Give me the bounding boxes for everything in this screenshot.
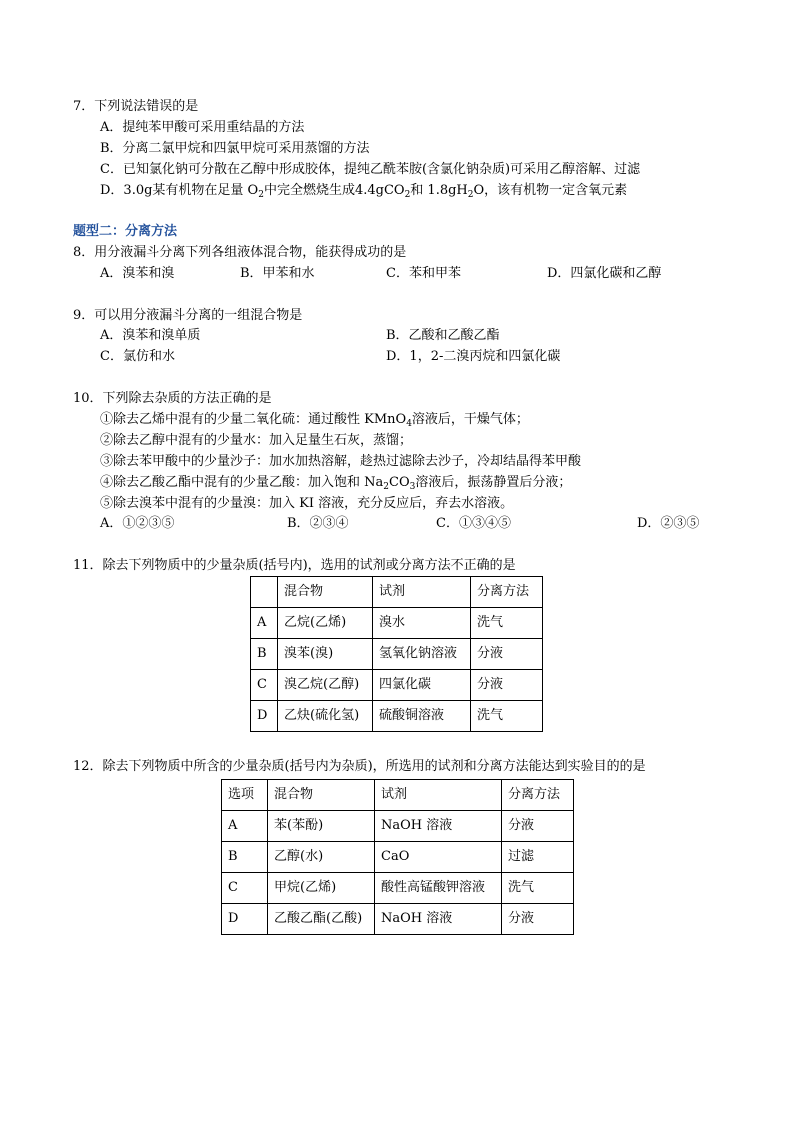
table-header-row xyxy=(251,577,543,608)
table-cell: CaO xyxy=(375,842,502,873)
header-cell: 试剂 xyxy=(373,577,471,608)
table-cell: 乙酸乙酯(乙酸) xyxy=(268,904,375,935)
q7-option-d: D．3.0g某有机物在足量 $O_2$中完全燃烧生成4.4gCO$_2$和 $1.8gH_2O$，该有机物一定含氧元素 xyxy=(100,183,628,200)
table-cell: 甲烷(乙烯) xyxy=(268,873,375,904)
table-cell: 分液 xyxy=(502,811,574,842)
table-cell: C xyxy=(222,873,268,904)
table-cell: 分液 xyxy=(471,639,543,670)
q11-table xyxy=(250,576,543,732)
table-cell: 洗气 xyxy=(502,873,574,904)
q11-stem: 11．除去下列物质中的少量杂质(括号内)，选用的试剂或分离方法不正确的是 xyxy=(73,558,516,573)
table-cell: 过滤 xyxy=(502,842,574,873)
header-cell: 分离方法 xyxy=(502,780,574,811)
table-cell: NaOH 溶液 xyxy=(375,904,502,935)
table-header-row xyxy=(222,780,574,811)
q10-option-d: D．②③⑤ xyxy=(637,516,700,531)
table-cell: 溴水 xyxy=(373,608,471,639)
q8-option-a: A．溴苯和溴 xyxy=(100,266,175,281)
q9-option-d: D．1，2-二溴丙烷和四氯化碳 xyxy=(386,349,561,364)
q8-stem: 8．用分液漏斗分离下列各组液体混合物，能获得成功的是 xyxy=(73,245,407,260)
q7-option-a: A．提纯苯甲酸可采用重结晶的方法 xyxy=(100,120,305,135)
q10-option-c: C．①③④⑤ xyxy=(436,516,511,531)
q10-item-1: ①除去乙烯中混有的少量二氧化硫：通过酸性 KMnO$_4$溶液后，干燥气体； xyxy=(100,412,529,429)
q12-table xyxy=(221,779,574,935)
table-cell: D xyxy=(251,701,278,732)
header-cell: 选项 xyxy=(222,780,268,811)
table-cell: C xyxy=(251,670,278,701)
table-row xyxy=(222,811,574,842)
table-row xyxy=(222,842,574,873)
table-cell: 分液 xyxy=(502,904,574,935)
table-cell: 四氯化碳 xyxy=(373,670,471,701)
table-cell: B xyxy=(222,842,268,873)
table-cell: 洗气 xyxy=(471,608,543,639)
header-cell xyxy=(251,577,278,608)
table-row xyxy=(251,701,543,732)
q8-option-c: C．苯和甲苯 xyxy=(386,266,461,281)
q10-item-3: ③除去苯甲酸中的少量沙子：加水加热溶解，趁热过滤除去沙子，冷却结晶得苯甲酸 xyxy=(100,454,582,469)
q7-option-c: C．已知氯化钠可分散在乙醇中形成胶体，提纯乙酰苯胺(含氯化钠杂质)可采用乙醇溶解、过滤 xyxy=(100,162,641,177)
header-cell: 混合物 xyxy=(278,577,373,608)
q10-item-2: ②除去乙醇中混有的少量水：加入足量生石灰，蒸馏； xyxy=(100,433,413,448)
q8-option-b: B．甲苯和水 xyxy=(240,266,315,281)
table-cell: 氢氧化钠溶液 xyxy=(373,639,471,670)
q9-option-a: A．溴苯和溴单质 xyxy=(100,328,201,343)
q10-item-5: ⑤除去溴苯中混有的少量溴：加入 KI 溶液，充分反应后，弃去水溶液。 xyxy=(100,496,514,511)
q9-option-b: B．乙酸和乙酸乙酯 xyxy=(386,328,500,343)
table-cell: 乙醇(水) xyxy=(268,842,375,873)
q7-stem: 7．下列说法错误的是 xyxy=(73,99,199,114)
q9-option-c: C．氯仿和水 xyxy=(100,349,175,364)
q10-option-b: B．②③④ xyxy=(287,516,349,531)
q9-stem: 9．可以用分液漏斗分离的一组混合物是 xyxy=(73,308,303,323)
table-cell: D xyxy=(222,904,268,935)
table-cell: A xyxy=(251,608,278,639)
table-cell: 乙炔(硫化氢) xyxy=(278,701,373,732)
table-row xyxy=(251,608,543,639)
q7-option-b: B．分离二氯甲烷和四氯甲烷可采用蒸馏的方法 xyxy=(100,141,370,156)
header-cell: 混合物 xyxy=(268,780,375,811)
table-cell: 乙烷(乙烯) xyxy=(278,608,373,639)
table-cell: NaOH 溶液 xyxy=(375,811,502,842)
q10-stem: 10．下列除去杂质的方法正确的是 xyxy=(73,391,272,406)
table-cell: 苯(苯酚) xyxy=(268,811,375,842)
table-cell: 酸性高锰酸钾溶液 xyxy=(375,873,502,904)
table-row xyxy=(251,670,543,701)
table-row xyxy=(251,639,543,670)
q10-option-a: A．①②③⑤ xyxy=(100,516,175,531)
table-cell: 分液 xyxy=(471,670,543,701)
header-cell: 试剂 xyxy=(375,780,502,811)
table-cell: 洗气 xyxy=(471,701,543,732)
q10-item-4: ④除去乙酸乙酯中混有的少量乙酸：加入饱和 $Na_2CO_3$溶液后，振荡静置后分液； xyxy=(100,475,572,492)
table-row xyxy=(222,904,574,935)
q12-stem: 12．除去下列物质中所含的少量杂质(括号内为杂质)，所选用的试剂和分离方法能达到实验目的的是 xyxy=(73,759,646,774)
table-cell: 溴乙烷(乙醇) xyxy=(278,670,373,701)
section-heading: 题型二：分离方法 xyxy=(73,224,178,239)
table-cell: 溴苯(溴) xyxy=(278,639,373,670)
table-cell: B xyxy=(251,639,278,670)
table-row xyxy=(222,873,574,904)
table-cell: 硫酸铜溶液 xyxy=(373,701,471,732)
header-cell: 分离方法 xyxy=(471,577,543,608)
table-cell: A xyxy=(222,811,268,842)
q8-option-d: D．四氯化碳和乙醇 xyxy=(547,266,662,281)
